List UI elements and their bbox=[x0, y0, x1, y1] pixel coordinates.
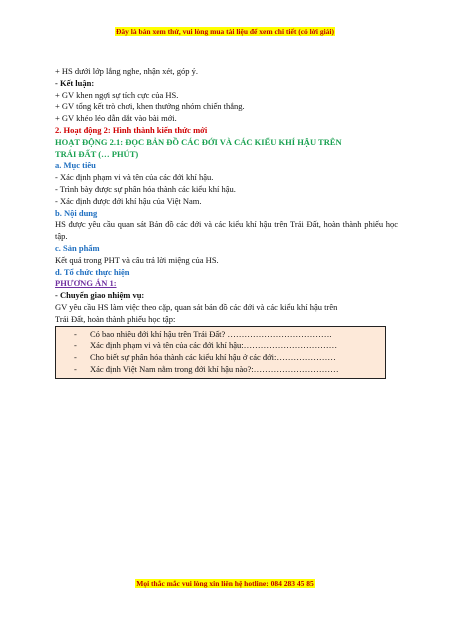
objective-item: - Xác định được đới khí hậu của Việt Nam. bbox=[55, 195, 202, 206]
task-text-line2: Trái Đất, hoàn thành phiếu học tập: bbox=[55, 313, 176, 324]
preview-banner-text: Đây là bản xem thử, vui lòng mua tài liệu để xem chi tiết (có lời giải) bbox=[115, 27, 335, 36]
task-heading: - Chuyển giao nhiệm vụ: bbox=[55, 290, 145, 301]
bullet-dash: - bbox=[74, 328, 77, 339]
worksheet-item-text: Xác định phạm vi và tên của các đới khí hậu:…………………………… bbox=[90, 340, 338, 351]
document-body bbox=[55, 66, 398, 379]
activity-2-heading: 2. Hoạt động 2: Hình thành kiến thức mới bbox=[55, 124, 208, 135]
preview-banner bbox=[0, 27, 450, 36]
objective-item: - Xác định phạm vi và tên của các đới khí hậu. bbox=[55, 172, 214, 183]
hotline-banner bbox=[0, 579, 450, 588]
hotline-banner-text: Mọi thắc mắc vui lòng xin liên hệ hotline: 084 283 45 85 bbox=[136, 579, 314, 588]
worksheet-item bbox=[74, 352, 385, 364]
worksheet-box bbox=[55, 326, 386, 379]
text-line: + GV khen ngợi sự tích cực của HS. bbox=[55, 89, 179, 100]
content-heading: b. Nội dung bbox=[55, 207, 98, 218]
task-text-line1: GV yêu cầu HS làm việc theo cặp, quan sát bản đồ các đới và các kiểu khí hậu trên bbox=[55, 301, 338, 312]
text-line: + GV khéo léo dẫn dắt vào bài mới. bbox=[55, 113, 177, 124]
worksheet-item bbox=[74, 340, 385, 352]
product-text: Kết quả trong PHT và câu trả lời miệng của HS. bbox=[55, 254, 219, 265]
worksheet-item-text: Cho biết sự phân hóa thành các kiểu khí hậu ở các đới:………………… bbox=[90, 352, 336, 363]
worksheet-item-text: Xác định Việt Nam nằm trong đới khí hậu nào?:………………………… bbox=[90, 363, 339, 374]
bullet-dash: - bbox=[74, 340, 77, 351]
content-text: HS được yêu cầu quan sát Bản đồ các đới và các kiểu khí hậu trên Trái Đất, hoàn thành phiếu học tập. bbox=[55, 219, 398, 242]
option-1-heading: PHƯƠNG ÁN 1: bbox=[55, 278, 117, 289]
worksheet-item-text: Có bao nhiêu đới khí hậu trên Trái Đất? ………………………………. bbox=[90, 328, 332, 339]
conclusion-heading: - Kết luận: bbox=[55, 77, 95, 88]
objective-item: - Trình bày được sự phân hóa thành các kiểu khí hậu. bbox=[55, 183, 236, 194]
product-heading: c. Sản phẩm bbox=[55, 242, 100, 253]
bullet-dash: - bbox=[74, 352, 77, 363]
worksheet-item bbox=[74, 364, 385, 376]
organization-heading: d. Tổ chức thực hiện bbox=[55, 266, 130, 277]
worksheet-item bbox=[74, 329, 385, 341]
objective-heading: a. Mục tiêu bbox=[55, 160, 96, 171]
bullet-dash: - bbox=[74, 363, 77, 374]
text-line: + GV tổng kết trò chơi, khen thưởng nhóm chiến thắng. bbox=[55, 101, 245, 112]
activity-2-1-heading-line1: HOẠT ĐỘNG 2.1: ĐỌC BẢN ĐỒ CÁC ĐỚI VÀ CÁC KIỂU KHÍ HẬU TRÊN bbox=[55, 136, 342, 147]
text-line: + HS dưới lớp lắng nghe, nhận xét, góp ý. bbox=[55, 66, 199, 76]
activity-2-1-heading-line2: TRÁI ĐẤT (… PHÚT) bbox=[55, 148, 139, 159]
